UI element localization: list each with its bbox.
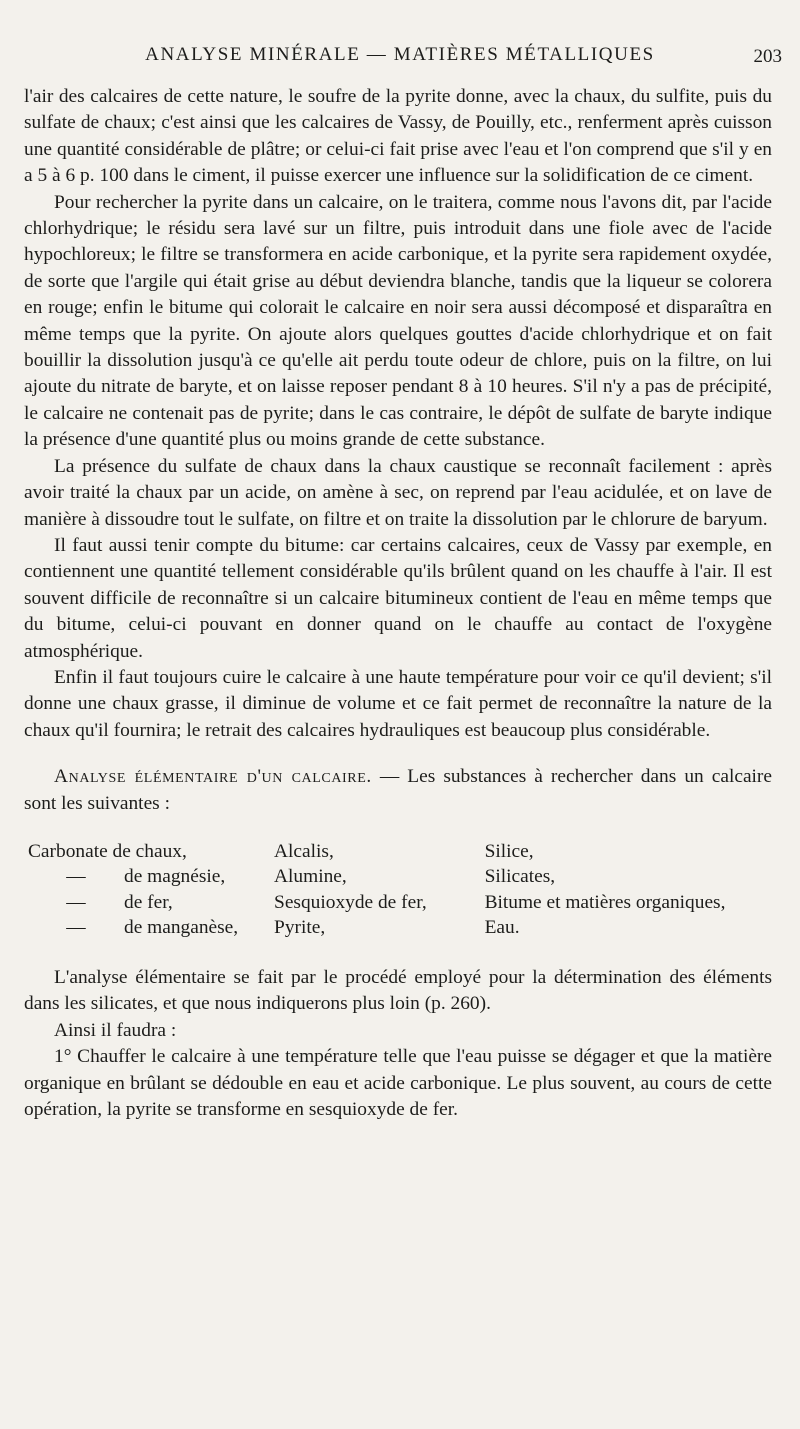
table-row: [28, 890, 772, 916]
running-title: ANALYSE MINÉRALE — MATIÈRES MÉTALLIQUES: [145, 44, 655, 65]
table-cell: [28, 915, 274, 941]
running-head: [0, 44, 800, 72]
cell-text: de magnésie,: [124, 866, 226, 888]
ditto-dash: —: [66, 866, 86, 888]
table-row: [28, 915, 772, 941]
substances-table: [28, 839, 772, 941]
paragraph-2: Pour rechercher la pyrite dans un calcaire, on le traitera, comme nous l'avons dit, par l'acide chlorhydrique; le résidu sera lavé sur un filtre, puis introduit dans une fiole avec de l'acide hypochloreux; le filtre se transformera en acide carbonique, et la pyrite sera rapidement oxydée, de sorte que l'argile qui était grise au début deviendra blanche, tandis que la liqueur se colorera en rouge; enfin le bitume qui colorait le calcaire en noir sera aussi décomposé et disparaîtra en même temps que la pyrite. On ajoute alors quelques gouttes d'acide chlorhydrique et on fait bouillir la dissolution jusqu'à ce qu'elle ait perdu toute odeur de chlore, puis on la filtre, on lui ajoute du nitrate de baryte, et on laisse reposer pendant 8 à 10 heures. S'il n'y a pas de précipité, le calcaire ne contenait pas de pyrite; dans le cas contraire, le dépôt de sulfate de baryte indique la présence d'une quantité plus ou moins grande de cette substance.: [24, 191, 772, 451]
section-heading: Analyse élémentaire d'un calcaire.: [54, 766, 372, 788]
table-cell: Eau.: [484, 917, 520, 939]
table-row: [28, 839, 772, 865]
table-cell: Pyrite,: [274, 917, 326, 939]
paragraph-8: 1° Chauffer le calcaire à une température telle que l'eau puisse se dégager et que la matière organique en brûlant se dédouble en eau et acide carbonique. Le plus souvent, au cours de cette opération, la pyrite se transforme en sesquioxyde de fer.: [24, 1046, 772, 1120]
table-cell: Sesquioxyde de fer,: [274, 891, 427, 913]
table-cell: Alcalis,: [274, 840, 334, 862]
paragraph-6: L'analyse élémentaire se fait par le procédé employé pour la détermination des éléments dans les silicates, et que nous indiquerons plus loin (p. 260).: [24, 966, 772, 1015]
table-cell: Alumine,: [274, 866, 347, 888]
paragraph-3: La présence du sulfate de chaux dans la chaux caustique se reconnaît facilement : après avoir traité la chaux par un acide, on amène à sec, on reprend par l'eau acidulée, et on lave de manière à dissoudre tout le sulfate, on filtre et on traite la dissolution par le chlorure de baryum.: [24, 455, 772, 530]
ditto-dash: —: [66, 917, 86, 939]
body-text: [24, 84, 772, 1123]
table-cell: Silicates,: [484, 866, 556, 888]
paragraph-7: Ainsi il faudra :: [54, 1019, 177, 1041]
paragraph-5: Enfin il faut toujours cuire le calcaire à une haute température pour voir ce qu'il devient; s'il donne une chaux grasse, il diminue de volume et ce fait permet de reconnaître la nature de la chaux qu'il fournira; le retrait des calcaires hydrauliques est beaucoup plus considérable.: [24, 666, 772, 741]
table-cell: Bitume et matières organiques,: [484, 891, 726, 913]
paragraph-4: Il faut aussi tenir compte du bitume: car certains calcaires, ceux de Vassy par exemple, en contiennent une quantité tellement considérable qu'ils brûlent quand on les chauffe à l'air. Il est souvent difficile de reconnaître si un calcaire bitumineux contient de l'eau en même temps que du bitume, celui-ci pouvant en donner quand on le chauffe au contact de l'oxygène atmosphérique.: [24, 534, 772, 662]
table-cell: [28, 890, 274, 916]
section-paragraph: [24, 764, 772, 817]
section-gap: [24, 744, 772, 764]
table-cell: [28, 864, 274, 890]
table-cell: Silice,: [484, 840, 534, 862]
table-cell: Carbonate de chaux,: [28, 840, 187, 862]
cell-text: de manganèse,: [124, 917, 239, 939]
ditto-dash: —: [66, 891, 86, 913]
cell-text: de fer,: [124, 891, 173, 913]
paragraph-1: l'air des calcaires de cette nature, le soufre de la pyrite donne, avec la chaux, du sulfite, puis du sulfate de chaux; c'est ainsi que les calcaires de Vassy, de Pouilly, etc., renferment après cuisson une quantité considérable de plâtre; or celui-ci fait prise avec l'eau et l'on comprend que s'il y en a 5 à 6 p. 100 dans le ciment, il puisse exercer une influence sur la solidification de ce ciment.: [24, 86, 772, 187]
page-number: 203: [753, 46, 782, 67]
section-intro: — Les substances à rechercher dans un calcaire sont les suivantes :: [24, 766, 772, 814]
table-row: [28, 864, 772, 890]
